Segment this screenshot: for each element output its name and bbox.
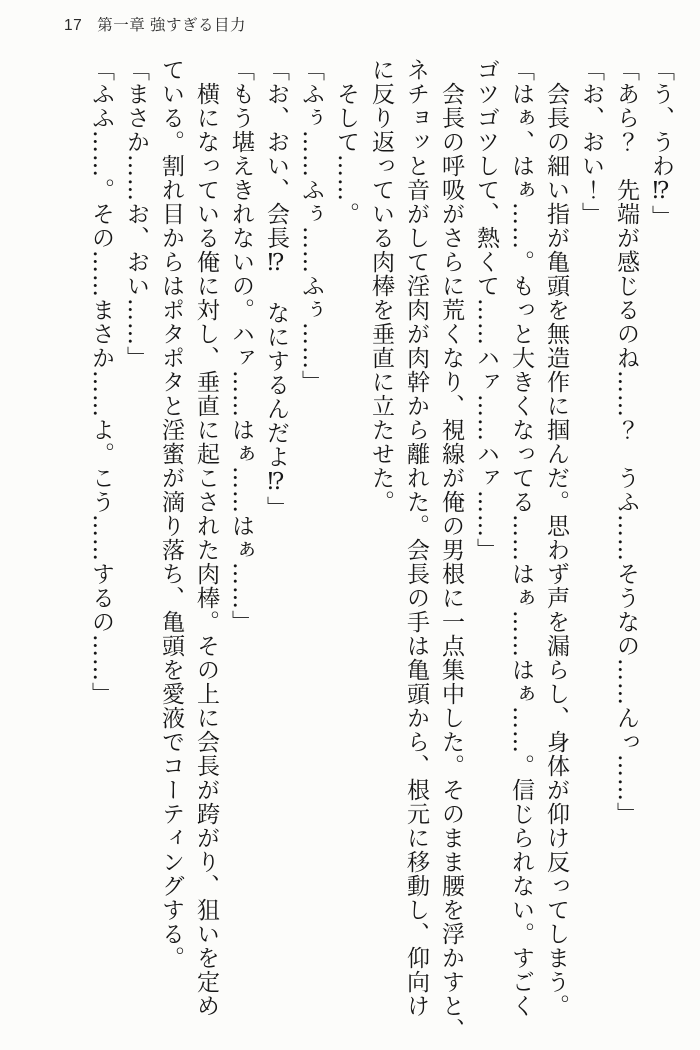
text-line: 「う、うわ⁉」 [648, 58, 674, 229]
text-line: ゴツゴツして、熱くて……ハァ……ハァ……」 [473, 58, 499, 562]
page-number: 17 [64, 17, 83, 34]
text-line: 「お、おい、会長⁉ なにするんだよ⁉」 [263, 58, 289, 520]
text-line: 「ふふ……。その……まさか……よ。こう……するの……」 [88, 58, 114, 706]
chapter-title: 第一章 強すぎる目力 [97, 17, 247, 34]
text-line: 「もう堪えきれないの。ハァ……はぁ……はぁ……」 [228, 58, 254, 634]
running-header [64, 13, 246, 35]
body-text [83, 58, 678, 1042]
text-line: 会長の呼吸がさらに荒くなり、視線が俺の男根に一点集中した。そのまま腰を浮かすと、 [438, 58, 464, 1042]
text-line: そして……。 [333, 58, 359, 226]
text-line: 「お、おい！」 [578, 58, 604, 226]
text-line: に反り返っている肉棒を垂直に立たせた。 [368, 58, 394, 514]
text-line: 「あら？ 先端が感じるのね……？ うふ……そうなの……んっ……」 [613, 58, 639, 826]
text-line: 会長の細い指が亀頭を無造作に掴んだ。思わず声を漏らし、身体が仰け反ってしまう。 [543, 58, 569, 1018]
text-line: ネチョッと音がして淫肉が肉幹から離れた。会長の手は亀頭から、根元に移動し、仰向け [403, 58, 429, 1018]
text-line: 横になっている俺に対し、垂直に起こされた肉棒。その上に会長が跨がり、狙いを定め [193, 58, 219, 1018]
text-line: 「まさか……お、おい……」 [123, 58, 149, 370]
text-line: 「ふぅ……ふぅ……ふぅ……」 [298, 58, 324, 394]
text-line: ている。割れ目からはポタポタと淫蜜が滴り落ち、亀頭を愛液でコーティングする。 [158, 58, 184, 970]
text-line: 「はぁ、はぁ……。もっと大きくなってる……はぁ……はぁ……。信じられない。すごく [508, 58, 534, 1018]
